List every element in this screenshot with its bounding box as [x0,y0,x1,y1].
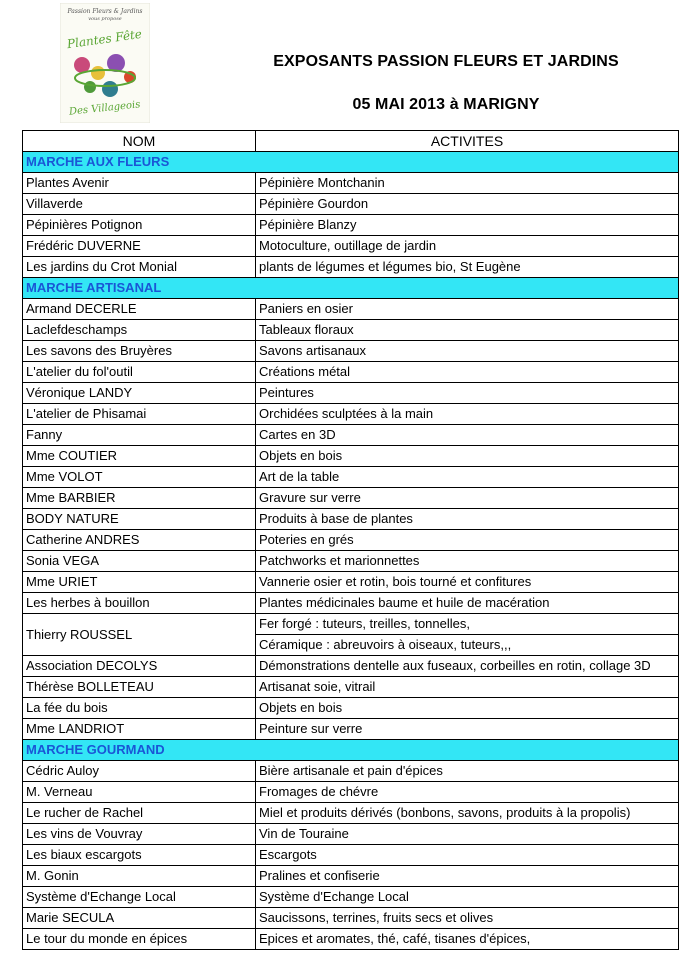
event-logo [60,3,150,123]
table-row [23,782,679,803]
exhibitors-table-body [23,131,679,950]
exhibitor-name: M. Verneau [23,782,256,803]
exhibitor-activity: Vannerie osier et rotin, bois tourné et confitures [256,572,679,593]
exhibitor-activity: Paniers en osier [256,299,679,320]
exhibitor-activity: Peintures [256,383,679,404]
table-row [23,908,679,929]
exhibitor-name: Le tour du monde en épices [23,929,256,950]
exhibitor-activity: Tableaux floraux [256,320,679,341]
column-header-nom: NOM [23,131,256,152]
exhibitor-activity: Escargots [256,845,679,866]
table-row [23,509,679,530]
exhibitor-activity: Orchidées sculptées à la main [256,404,679,425]
logo-line-4: Des Villageois [68,99,141,118]
exhibitor-activity: Système d'Echange Local [256,887,679,908]
exhibitor-activity: Plantes médicinales baume et huile de macération [256,593,679,614]
exhibitor-activity: Pépinière Gourdon [256,194,679,215]
table-row [23,656,679,677]
exhibitor-activity: Poteries en grés [256,530,679,551]
table-row [23,572,679,593]
exhibitor-name: Mme URIET [23,572,256,593]
exhibitor-name: Armand DECERLE [23,299,256,320]
table-row [23,698,679,719]
table-row [23,320,679,341]
table-row [23,845,679,866]
exhibitor-name: Les savons des Bruyères [23,341,256,362]
exhibitor-activity: Démonstrations dentelle aux fuseaux, corbeilles en rotin, collage 3D [256,656,679,677]
exhibitor-activity: Fromages de chévre [256,782,679,803]
exhibitor-activity: Cartes en 3D [256,425,679,446]
exhibitor-activity: Miel et produits dérivés (bonbons, savons, produits à la propolis) [256,803,679,824]
exhibitor-name: Mme LANDRIOT [23,719,256,740]
exhibitor-name: L'atelier du fol'outil [23,362,256,383]
exhibitor-activity: Céramique : abreuvoirs à oiseaux, tuteurs,,, [256,635,679,656]
exhibitor-activity: Art de la table [256,467,679,488]
section-label: MARCHE AUX FLEURS [23,152,679,173]
exhibitor-activity: plants de légumes et légumes bio, St Eugène [256,257,679,278]
exhibitor-activity: Gravure sur verre [256,488,679,509]
section-label: MARCHE GOURMAND [23,740,679,761]
exhibitor-activity: Vin de Touraine [256,824,679,845]
exhibitor-name: Plantes Avenir [23,173,256,194]
exhibitor-name: Thierry ROUSSEL [23,614,256,656]
table-header-row [23,131,679,152]
table-row [23,614,679,635]
exhibitor-name: Thérèse BOLLETEAU [23,677,256,698]
table-row [23,425,679,446]
logo-line-3: Plantes Fête [66,26,143,52]
table-row [23,593,679,614]
exhibitor-name: M. Gonin [23,866,256,887]
exhibitor-activity: Saucissons, terrines, fruits secs et olives [256,908,679,929]
logo-line-2: vous propose [88,16,122,22]
table-row [23,677,679,698]
section-row [23,278,679,299]
table-row [23,488,679,509]
exhibitor-activity: Pépinière Montchanin [256,173,679,194]
exhibitor-name: Système d'Echange Local [23,887,256,908]
exhibitor-name: Sonia VEGA [23,551,256,572]
table-row [23,383,679,404]
exhibitor-name: BODY NATURE [23,509,256,530]
table-row [23,887,679,908]
exhibitor-activity: Produits à base de plantes [256,509,679,530]
table-row [23,404,679,425]
column-header-activites: ACTIVITES [256,131,679,152]
table-row [23,446,679,467]
logo-line-1: Passion Fleurs & Jardins [67,8,143,15]
exhibitor-name: Fanny [23,425,256,446]
table-row [23,257,679,278]
exhibitor-name: Les vins de Vouvray [23,824,256,845]
table-row [23,824,679,845]
table-row [23,803,679,824]
exhibitor-name: Laclefdeschamps [23,320,256,341]
exhibitor-name: Pépinières Potignon [23,215,256,236]
exhibitor-activity: Savons artisanaux [256,341,679,362]
exhibitor-name: Les jardins du Crot Monial [23,257,256,278]
table-row [23,299,679,320]
table-row [23,530,679,551]
exhibitor-name: Marie SECULA [23,908,256,929]
section-label: MARCHE ARTISANAL [23,278,679,299]
section-row [23,740,679,761]
table-row [23,467,679,488]
exhibitor-name: Mme COUTIER [23,446,256,467]
exhibitor-name: Mme BARBIER [23,488,256,509]
exhibitor-name: Frédéric DUVERNE [23,236,256,257]
exhibitor-activity: Créations métal [256,362,679,383]
exhibitor-name: Les biaux escargots [23,845,256,866]
page-subtitle: 05 MAI 2013 à MARIGNY [352,96,540,113]
exhibitor-name: La fée du bois [23,698,256,719]
table-row [23,929,679,950]
exhibitor-activity: Bière artisanale et pain d'épices [256,761,679,782]
exhibitor-activity: Peinture sur verre [256,719,679,740]
table-row [23,761,679,782]
table-row [23,173,679,194]
table-row [23,215,679,236]
exhibitor-name: Catherine ANDRES [23,530,256,551]
exhibitor-name: Villaverde [23,194,256,215]
exhibitor-activity: Objets en bois [256,698,679,719]
exhibitor-name: Les herbes à bouillon [23,593,256,614]
exhibitor-activity: Patchworks et marionnettes [256,551,679,572]
section-row [23,152,679,173]
table-row [23,866,679,887]
table-row [23,362,679,383]
exhibitor-activity: Pépinière Blanzy [256,215,679,236]
table-row [23,551,679,572]
exhibitor-name: Mme VOLOT [23,467,256,488]
exhibitor-activity: Motoculture, outillage de jardin [256,236,679,257]
exhibitor-name: Véronique LANDY [23,383,256,404]
table-row [23,236,679,257]
table-row [23,719,679,740]
exhibitors-table [22,130,679,950]
exhibitor-activity: Pralines et confiserie [256,866,679,887]
exhibitor-name: Cédric Auloy [23,761,256,782]
exhibitor-activity: Fer forgé : tuteurs, treilles, tonnelles, [256,614,679,635]
exhibitor-name: L'atelier de Phisamai [23,404,256,425]
exhibitor-activity: Epices et aromates, thé, café, tisanes d'épices, [256,929,679,950]
exhibitor-name: Le rucher de Rachel [23,803,256,824]
table-row [23,194,679,215]
table-row [23,341,679,362]
exhibitor-activity: Artisanat soie, vitrail [256,677,679,698]
exhibitor-name: Association DECOLYS [23,656,256,677]
page-title: EXPOSANTS PASSION FLEURS ET JARDINS [273,53,619,70]
exhibitor-activity: Objets en bois [256,446,679,467]
